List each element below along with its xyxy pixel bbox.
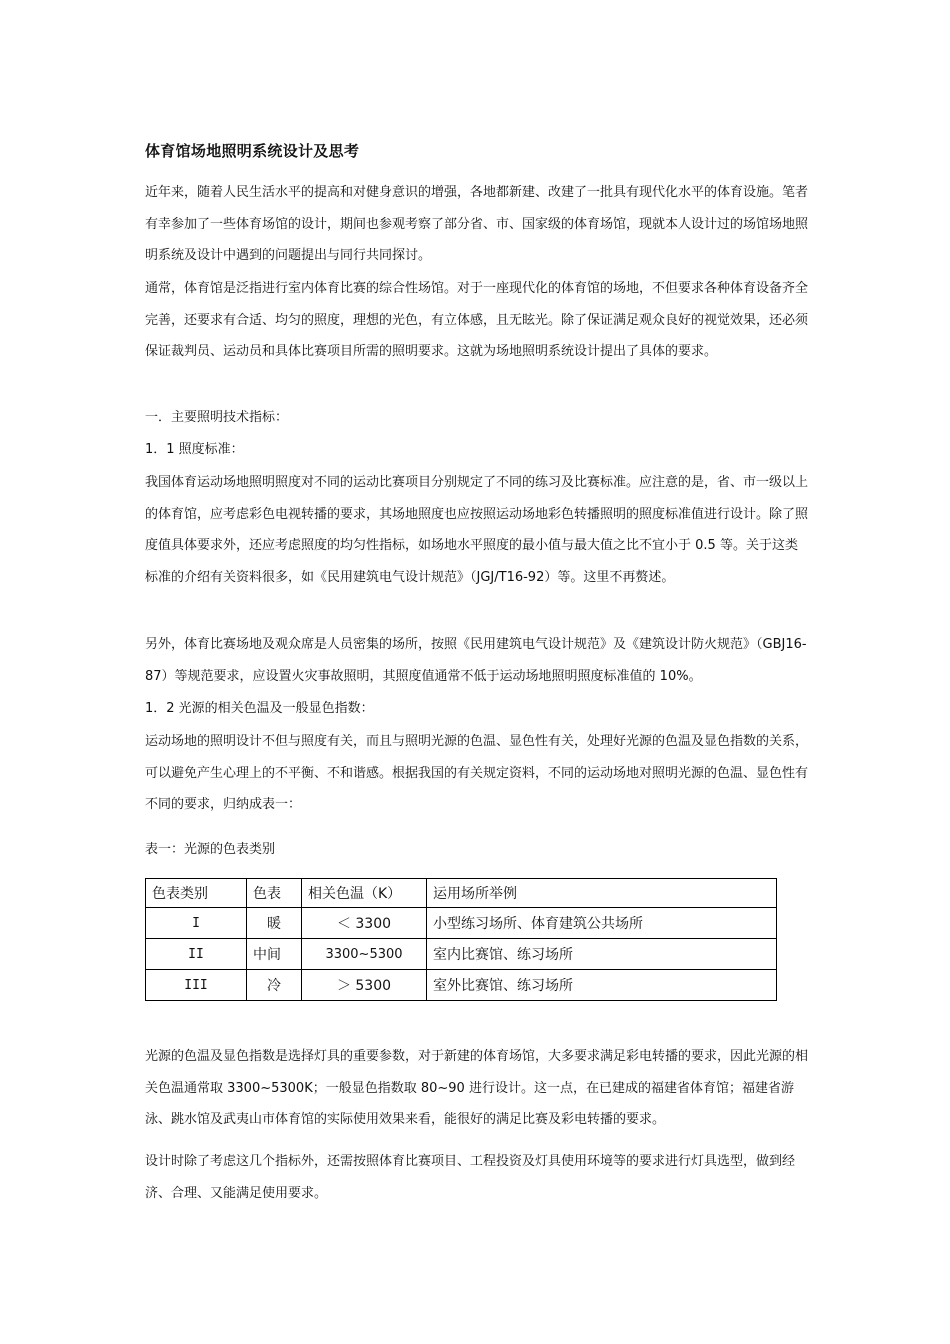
paragraph-color-temperature: 运动场地的照明设计不但与照度有关，而且与照明光源的色温、显色性有关，处理好光源的色温及显色指数的关系，可以避免产生心理上的不平衡、不和谐感。根据我国的有关规定资料，不同的运动场地对照明光源的色温、显色性有不同的要求，归纳成表一：: [145, 734, 809, 812]
paragraph-emergency-lighting: 另外，体育比赛场地及观众席是人员密集的场所，按照《民用建筑电气设计规范》及《建筑设计防火规范》（GBJ16-87）等规范要求，应设置火灾事故照明，其照度值通常不低于运动场地照明照度标准值的 10%。: [145, 637, 807, 684]
table-cell: ＞ 5300: [302, 970, 427, 1001]
paragraph-fixture-selection: 设计时除了考虑这几个指标外，还需按照体育比赛项目、工程投资及灯具使用环境等的要求进行灯具选型，做到经济、合理、又能满足使用要求。: [145, 1154, 796, 1201]
section-heading-1-1: 1．1 照度标准：: [145, 442, 244, 457]
section-heading-1: 一．主要照明技术指标：: [145, 410, 289, 425]
table-cell: 室内比赛馆、练习场所: [427, 939, 777, 970]
table-row: [146, 970, 777, 1001]
table-caption: 表一：光源的色表类别: [145, 842, 276, 857]
table-row: [146, 939, 777, 970]
table-row: [146, 908, 777, 939]
paragraph-illuminance: 我国体育运动场地照明照度对不同的运动比赛项目分别规定了不同的练习及比赛标准。应注意的是，省、市一级以上的体育馆，应考虑彩色电视转播的要求，其场地照度也应按照运动场地彩色转播照明的照度标准值进行设计。除了照度值具体要求外，还应考虑照度的均匀性指标，如场地水平照度的最小值与最大值之比不宜小于 0.5 等。关于这类标准的介绍有关资料很多，如《民用建筑电气设计规范》（JGJ/T16-92）等。这里不再赘述。: [145, 475, 809, 585]
color-category-table: [145, 878, 777, 1001]
table-cell: 3300~5300: [302, 939, 427, 970]
table-cell: I: [146, 908, 247, 939]
table-cell: ＜ 3300: [302, 908, 427, 939]
table-cell: 冷: [247, 970, 302, 1001]
paragraph-overview: 通常，体育馆是泛指进行室内体育比赛的综合性场馆。对于一座现代化的体育馆的场地，不但要求各种体育设备齐全完善，还要求有合适、均匀的照度，理想的光色，有立体感，且无眩光。除了保证满足观众良好的视觉效果，还必须保证裁判员、运动员和具体比赛项目所需的照明要求。这就为场地照明系统设计提出了具体的要求。: [145, 281, 809, 359]
table-cell: 小型练习场所、体育建筑公共场所: [427, 908, 777, 939]
table-header-cell: 色表类别: [146, 879, 247, 908]
table-header-cell: 相关色温（K）: [302, 879, 427, 908]
paragraph-lamp-parameters: 光源的色温及显色指数是选择灯具的重要参数，对于新建的体育场馆，大多要求满足彩电转播的要求，因此光源的相关色温通常取 3300~5300K；一般显色指数取 80~90 进行设计。这一点，在已建成的福建省体育馆；福建省游泳、跳水馆及武夷山市体育馆的实际使用效果来看，能很好的满足比赛及彩电转播的要求。: [145, 1049, 809, 1127]
document-title: 体育馆场地照明系统设计及思考: [145, 142, 360, 160]
table-cell: 暖: [247, 908, 302, 939]
table-header-cell: 运用场所举例: [427, 879, 777, 908]
table-cell: III: [146, 970, 247, 1001]
table-cell: II: [146, 939, 247, 970]
section-heading-1-2: 1．2 光源的相关色温及一般显色指数：: [145, 701, 374, 716]
table-cell: 室外比赛馆、练习场所: [427, 970, 777, 1001]
table-header-cell: 色表: [247, 879, 302, 908]
paragraph-intro: 近年来，随着人民生活水平的提高和对健身意识的增强，各地都新建、改建了一批具有现代化水平的体育设施。笔者有幸参加了一些体育场馆的设计，期间也参观考察了部分省、市、国家级的体育场馆，现就本人设计过的场馆场地照明系统及设计中遇到的问题提出与同行共同探讨。: [145, 185, 809, 263]
table-header-row: [146, 879, 777, 908]
table-cell: 中间: [247, 939, 302, 970]
